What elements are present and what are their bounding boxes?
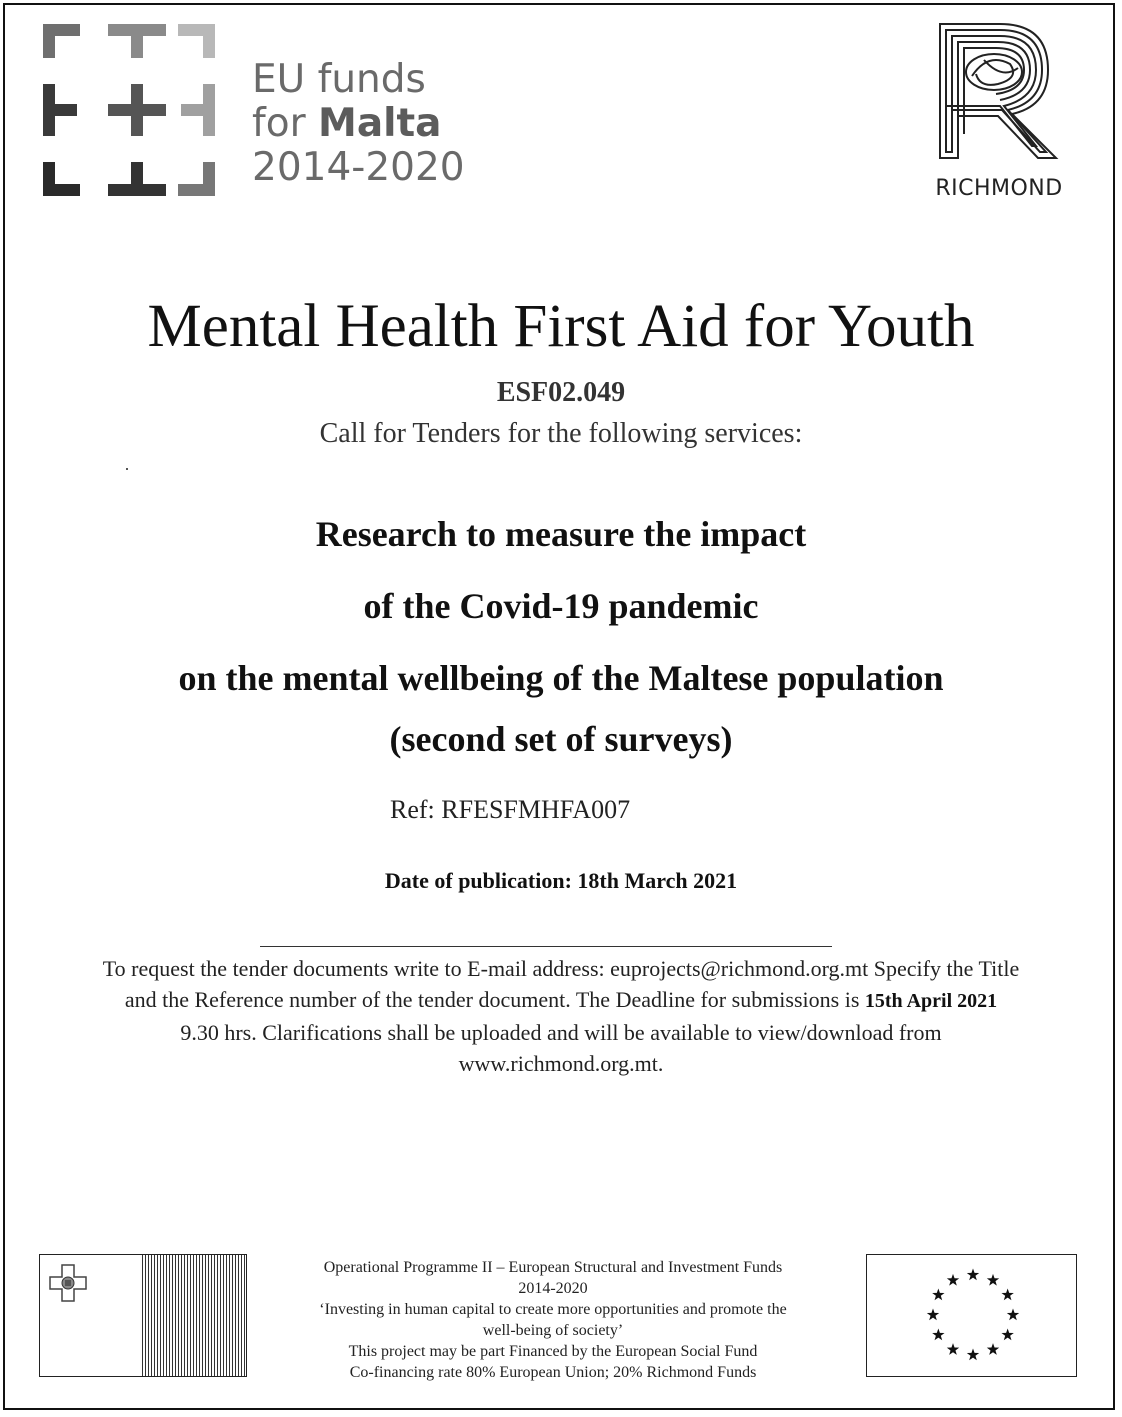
eu-star-icon (927, 1309, 939, 1321)
footer-funding-text (268, 1257, 838, 1383)
footer-line-4: well-being of society’ (482, 1322, 624, 1339)
eu-star-icon (967, 1349, 979, 1361)
eu-star-icon (987, 1343, 999, 1355)
eu-funds-line2-bold: Malta (318, 101, 442, 146)
stray-dot (126, 468, 128, 470)
request-line-2 (40, 984, 1082, 1017)
eu-funds-line2-prefix: for (252, 101, 319, 146)
malta-flag (39, 1254, 247, 1377)
footer-line-1: Operational Programme II – European Structural and Investment Funds (323, 1259, 783, 1276)
page-title: Mental Health First Aid for Youth (147, 293, 975, 360)
eu-star-icon (947, 1343, 959, 1355)
request-instructions (40, 953, 1082, 1079)
request-line-2-text: and the Reference number of the tender document. The Deadline for submissions is (124, 987, 860, 1012)
footer-line-5: This project may be part Financed by the European Social Fund (348, 1343, 758, 1360)
reference-number: Ref: RFESFMHFA007 (390, 795, 631, 824)
request-line-4: www.richmond.org.mt. (458, 1051, 664, 1076)
eu-star-icon (1007, 1309, 1019, 1321)
deadline-date: 15th April 2021 (864, 990, 998, 1012)
page-border (3, 3, 1115, 1410)
eu-funds-line1: EU funds (252, 57, 426, 102)
project-code: ESF02.049 (496, 377, 626, 408)
research-line-2: of the Covid-19 pandemic (363, 586, 759, 626)
malta-flag-hatching (142, 1255, 246, 1376)
richmond-label: RICHMOND (935, 176, 1063, 201)
eu-star-icon (932, 1329, 944, 1341)
eu-star-icon (967, 1269, 979, 1281)
request-line-1: To request the tender documents write to E-mail address: euprojects@richmond.org.mt Specify the Title (102, 956, 1020, 981)
eu-star-icon (932, 1289, 944, 1301)
footer-line-6: Co-financing rate 80% European Union; 20% Richmond Funds (349, 1364, 757, 1381)
research-line-4: (second set of surveys) (389, 719, 733, 759)
george-cross-icon (48, 1263, 88, 1303)
eu-star-icon (987, 1274, 999, 1286)
eu-funds-line3: 2014-2020 (252, 145, 465, 190)
eu-funds-wordmark (252, 58, 465, 190)
eu-star-icon (1001, 1329, 1013, 1341)
eu-flag (866, 1254, 1077, 1377)
eu-star-icon (1001, 1289, 1013, 1301)
research-line-1: Research to measure the impact (315, 514, 807, 554)
request-line-3: 9.30 hrs. Clarifications shall be uploaded and will be available to view/download from (180, 1020, 942, 1045)
eu-cross-mark-icon (40, 22, 240, 202)
eu-star-icon (947, 1274, 959, 1286)
call-subtitle: Call for Tenders for the following services: (319, 418, 803, 449)
footer-line-3: ‘Investing in human capital to create more opportunities and promote the (319, 1301, 787, 1318)
eu-funds-line2 (252, 102, 465, 146)
publication-date: Date of publication: 18th March 2021 (384, 868, 738, 893)
richmond-r-icon (928, 18, 1078, 178)
research-line-3: on the mental wellbeing of the Maltese population (178, 658, 944, 698)
footer-line-2: 2014-2020 (518, 1280, 588, 1297)
divider-line (260, 946, 832, 947)
eu-stars-icon (867, 1255, 1076, 1376)
